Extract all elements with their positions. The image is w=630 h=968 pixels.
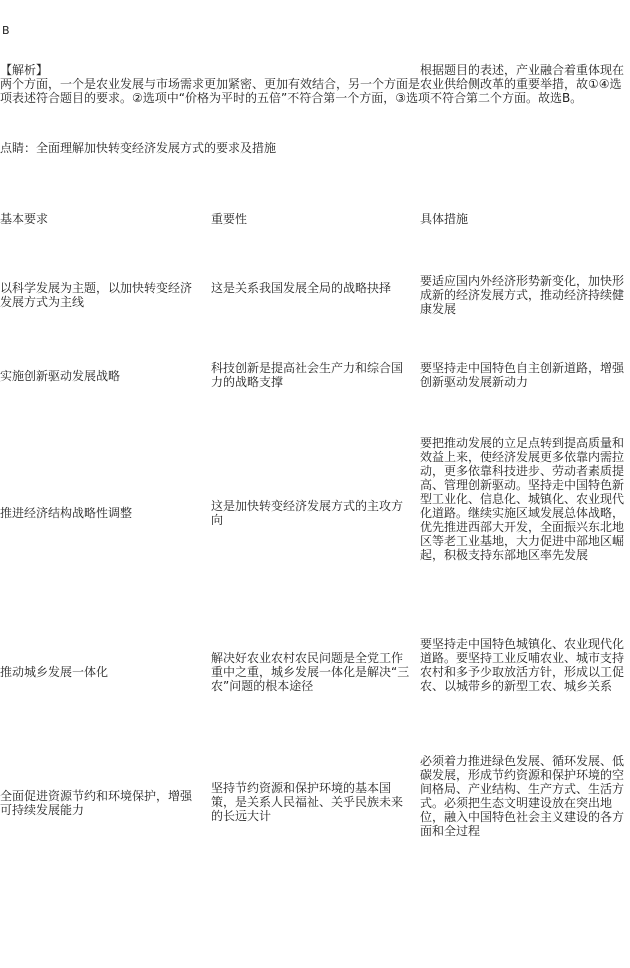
table-cell-importance: 这是关系我国发展全局的战略抉择 [211, 281, 392, 295]
table-cell-requirement: 全面促进资源节约和环境保护，增强可持续发展能力 [0, 789, 193, 817]
table-cell-measures: 要把推动发展的立足点转到提高质量和效益上来，使经济发展更多依靠内需拉动，更多依靠科技进步、劳动者素质提高、管理创新驱动。坚持走中国特色新型工业化、信息化、城镇化、农业现代化道路。继续实施区域发展总体战略，优先推进西部大开发，全面振兴东北地区等老工业基地，大力促进中部地区崛起，积极支持东部地区率先发展 [420, 436, 625, 562]
table-cell-measures: 要坚持走中国特色城镇化、农业现代化道路。要坚持工业反哺农业、城市支持农村和多予少取放活方针，形成以工促农、以城带乡的新型工农、城乡关系 [420, 637, 625, 693]
tip-text: 点睛：全面理解加快转变经济发展方式的要求及措施 [0, 141, 277, 155]
table-cell-measures: 要坚持走中国特色自主创新道路，增强创新驱动发展新动力 [420, 361, 625, 389]
table-cell-requirement: 推进经济结构战略性调整 [0, 506, 133, 520]
table-cell-importance: 坚持节约资源和保护环境的基本国策，是关系人民福祉、关乎民族未来的长远大计 [211, 781, 404, 823]
analysis-paragraph [0, 63, 630, 105]
analysis-body: 根据题目的表述，产业融合着重体现在两个方面，一个是农业发展与市场需求更加紧密、更加有效结合，另一个方面是农业供给侧改革的重要举措，故①④选项表述符合题目的要求。②选项中“价格为平时的五倍”不符合第一个方面，③选项不符合第二个方面。故选B。 [0, 63, 625, 105]
table-cell-requirement: 实施创新驱动发展战略 [0, 369, 121, 383]
table-cell-importance: 解决好农业农村农民问题是全党工作重中之重，城乡发展一体化是解决“三农”问题的根本途径 [211, 651, 410, 693]
answer-text: B [2, 24, 10, 37]
table-cell-requirement: 推动城乡发展一体化 [0, 665, 109, 679]
analysis-label: 【解析】 [0, 63, 49, 77]
table-cell-measures: 要适应国内外经济形势新变化，加快形成新的经济发展方式，推动经济持续健康发展 [420, 274, 625, 316]
table-cell-measures: 必须着力推进绿色发展、循环发展、低碳发展，形成节约资源和保护环境的空间格局、产业结构、生产方式、生活方式。必须把生态文明建设放在突出地位，融入中国特色社会主义建设的各方面和全过程 [420, 754, 625, 838]
table-header-requirement: 基本要求 [0, 212, 49, 226]
table-cell-importance: 科技创新是提高社会生产力和综合国力的战略支撑 [211, 361, 404, 389]
table-header-measures: 具体措施 [420, 212, 469, 226]
table-header-importance: 重要性 [211, 212, 248, 226]
table-cell-requirement: 以科学发展为主题，以加快转变经济发展方式为主线 [0, 281, 193, 309]
table-cell-importance: 这是加快转变经济发展方式的主攻方向 [211, 499, 404, 527]
